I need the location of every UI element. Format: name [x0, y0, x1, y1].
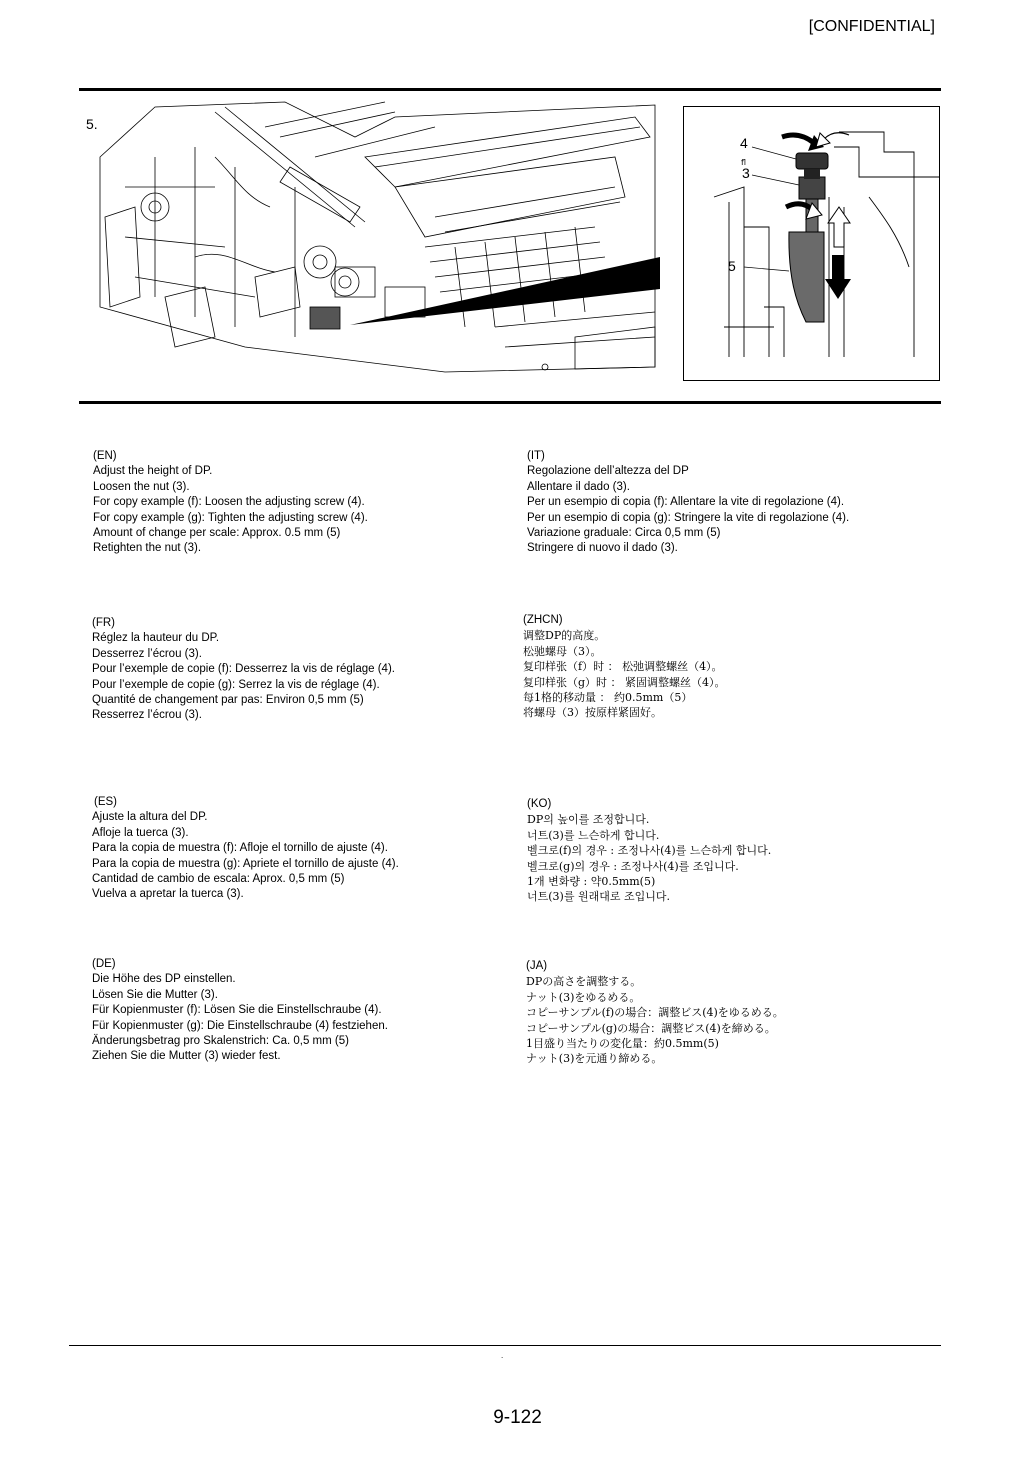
step-number: 5. — [86, 116, 98, 132]
instruction-line: Für Kopienmuster (g): Die Einstellschraube (4) festziehen. — [92, 1019, 388, 1032]
instruction-line: Pour l’exemple de copie (f): Desserrez la vis de réglage (4). — [92, 663, 395, 676]
lang-code: (IT) — [527, 450, 545, 462]
instruction-line: Stringere di nuovo il dado (3). — [527, 542, 678, 555]
instruction-line: Ajuste la altura del DP. — [92, 811, 208, 824]
detail-inset — [683, 106, 940, 381]
instruction-line: Die Höhe des DP einstellen. — [92, 973, 236, 986]
instruction-line: Desserrez l’écrou (3). — [92, 647, 202, 660]
instruction-line: Retighten the nut (3). — [93, 542, 202, 555]
instruction-line: Für Kopienmuster (f): Lösen Sie die Einstellschraube (4). — [92, 1004, 382, 1017]
instruction-line: 1目盛り当たりの変化量：約0.5mm(5) — [526, 1037, 719, 1051]
instruction-line: Resserrez l’écrou (3). — [92, 709, 202, 722]
callout-4: 4 — [740, 135, 748, 151]
instruction-line: Quantité de changement par pas: Environ 0,5 mm (5) — [92, 694, 364, 707]
instruction-line: Ziehen Sie die Mutter (3) wieder fest. — [92, 1050, 281, 1063]
instruction-line: 松驰螺母（3）。 — [523, 644, 602, 658]
section-zhcn — [523, 613, 726, 721]
section-ko — [527, 797, 771, 905]
top-rule — [79, 88, 941, 91]
machine-illustration — [95, 97, 660, 375]
instruction-line: 复印样张（g）时 ： 紧固调整螺丝（4）。 — [523, 675, 726, 689]
instruction-line: DPの高さを調整する。 — [526, 975, 642, 989]
instruction-line: Para la copia de muestra (f): Afloje el tornillo de ajuste (4). — [92, 842, 388, 855]
lang-code: (ZHCN) — [523, 614, 563, 626]
instruction-line: Variazione graduale: Circa 0,5 mm (5) — [527, 527, 721, 540]
callout-5: 5 — [728, 258, 736, 274]
instruction-line: For copy example (f): Loosen the adjusting screw (4). — [93, 496, 365, 509]
instruction-line: Adjust the height of DP. — [93, 465, 213, 478]
lang-code: (FR) — [92, 617, 115, 629]
instruction-line: Amount of change per scale: Approx. 0.5 mm (5) — [93, 527, 341, 540]
section-ja — [526, 959, 784, 1067]
lang-code: (ES) — [94, 796, 117, 808]
instruction-line: Cantidad de cambio de escala: Aprox. 0,5 mm (5) — [92, 873, 345, 886]
instruction-line: コピーサンプル(f)の場合：調整ビス(4)をゆるめる。 — [526, 1006, 784, 1020]
section-fr — [92, 616, 395, 724]
instruction-line: Réglez la hauteur du DP. — [92, 632, 220, 645]
instruction-line: コピーサンプル(g)の場合：調整ビス(4)を締める。 — [526, 1021, 776, 1035]
instruction-line: 调整DP的高度。 — [523, 629, 606, 643]
instruction-line: Per un esempio di copia (f): Allentare la vite di regolazione (4). — [527, 496, 845, 509]
confidential-label: [CONFIDENTIAL] — [808, 18, 935, 35]
footer-rule — [69, 1345, 941, 1346]
instruction-line: 将螺母（3）按原样紧固好。 — [523, 706, 662, 720]
instruction-line: DP의 높이를 조정합니다. — [527, 813, 650, 827]
instruction-line: Loosen the nut (3). — [93, 480, 190, 493]
instruction-line: 每1格的移动量 ： 约0.5mm（5） — [523, 691, 693, 705]
instruction-line: Lösen Sie die Mutter (3). — [92, 988, 218, 1001]
lang-code: (KO) — [527, 798, 552, 810]
instruction-line: 复印样张（f）时 ： 松弛调整螺丝（4）。 — [523, 660, 723, 674]
footer-dot: . — [501, 1351, 504, 1360]
instruction-line: 벨크로(f)의 경우 : 조정나사(4)를 느슨하게 합니다. — [527, 844, 772, 858]
instruction-line: Regolazione dell’altezza del DP — [527, 465, 689, 478]
instruction-line: ナット(3)を元通り締める。 — [526, 1052, 663, 1066]
instruction-line: Vuelva a apretar la tuerca (3). — [92, 888, 244, 901]
instruction-line: For copy example (g): Tighten the adjusting screw (4). — [93, 511, 368, 524]
adjusting-screw-detail — [684, 107, 940, 381]
instruction-line: Per un esempio di copia (g): Stringere la vite di regolazione (4). — [527, 511, 850, 524]
instruction-line: Para la copia de muestra (g): Apriete el tornillo de ajuste (4). — [92, 857, 399, 870]
lang-code: (DE) — [92, 958, 116, 970]
instruction-line: ナット(3)をゆるめる。 — [526, 990, 641, 1004]
section-es — [92, 795, 399, 903]
instruction-line: 1개 변화량 : 약0.5mm(5) — [527, 875, 656, 889]
svg-text:fl: fl — [741, 158, 747, 167]
section-en — [93, 449, 368, 557]
instruction-line: 너트(3)를 원래대로 조입니다. — [527, 890, 670, 904]
lang-code: (JA) — [526, 960, 548, 972]
callout-3: 3 — [742, 165, 750, 181]
section-de — [92, 957, 388, 1065]
lang-code: (EN) — [93, 450, 117, 462]
instruction-line: Änderungsbetrag pro Skalenstrich: Ca. 0,5 mm (5) — [92, 1035, 349, 1048]
page-number: 9-122 — [493, 1407, 542, 1428]
figure-bottom-rule — [79, 401, 941, 404]
section-it — [527, 449, 849, 557]
instruction-line: Afloje la tuerca (3). — [92, 826, 189, 839]
instruction-line: Allentare il dado (3). — [527, 480, 630, 493]
instruction-line: Pour l’exemple de copie (g): Serrez la vis de réglage (4). — [92, 678, 380, 691]
instruction-line: 벨크로(g)의 경우 : 조정나사(4)를 조입니다. — [527, 859, 739, 873]
instruction-line: 너트(3)를 느슨하게 합니다. — [527, 828, 660, 842]
